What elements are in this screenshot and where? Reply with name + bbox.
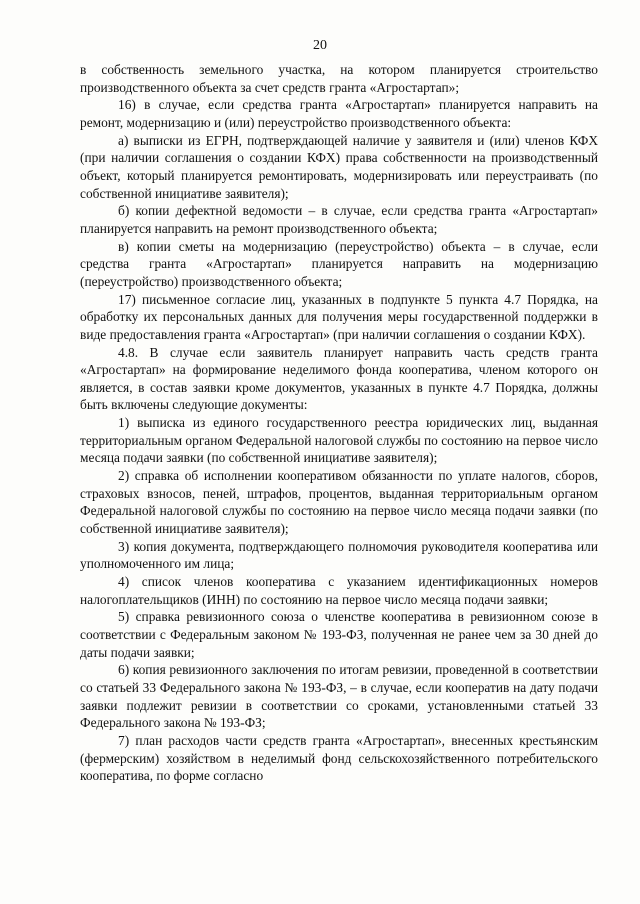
paragraph-subitem-v: в) копии сметы на модернизацию (переустройство) объекта – в случае, если средства гранта «Агростартап» планируется направить на модернизацию (переустройство) производственного объекта; [80,238,598,289]
paragraph-doc-4: 4) список членов кооператива с указанием идентификационных номеров налогоплательщиков (ИНН) по состоянию на первое число месяца подачи заявки; [80,574,598,607]
paragraph-doc-1: 1) выписка из единого государственного реестра юридических лиц, выданная территориальным органом Федеральной налоговой службы по состоянию на первое число месяца подачи заявки (по собственной инициативе заявителя); [80,415,598,466]
paragraph-item-17: 17) письменное согласие лиц, указанных в подпункте 5 пункта 4.7 Порядка, на обработку их персональных данных для получения меры государственной поддержки в виде предоставления гранта «Агростартап» (при наличии соглашения о создании КФХ). [80,291,598,342]
document-body [80,61,598,785]
paragraph-continuation: в собственность земельного участка, на котором планируется строительство производственного объекта за счет средств гранта «Агростартап»; [80,62,598,95]
paragraph-subitem-a: а) выписки из ЕГРН, подтверждающей наличие у заявителя и (или) членов КФХ (при наличии соглашения о создании КФХ) права собственности на производственный объект, который планируется ремонтировать, модернизировать или переустраивать (по собственной инициативе заявителя); [80,132,598,201]
paragraph-doc-6: 6) копия ревизионного заключения по итогам ревизии, проведенной в соответствии со статьей 33 Федерального закона № 193-ФЗ, – в случае, если кооператив на дату подачи заявки подлежит ревизии в соответствии со сроками, установленными статьей 33 Федерального закона № 193-ФЗ; [80,662,598,731]
paragraph-section-4-8: 4.8. В случае если заявитель планирует направить часть средств гранта «Агростартап» на формирование неделимого фонда кооператива, членом которого он является, в состав заявки кроме документов, указанных в пункте 4.7 Порядка, должны быть включены следующие документы: [80,344,598,413]
paragraph-doc-7: 7) план расходов части средств гранта «Агростартап», внесенных крестьянским (фермерским) хозяйством в неделимый фонд сельскохозяйственного потребительского кооператива, по форме согласно [80,732,598,784]
paragraph-doc-3: 3) копия документа, подтверждающего полномочия руководителя кооператива или уполномоченного им лица; [80,538,598,572]
paragraph-doc-2: 2) справка об исполнении кооперативом обязанности по уплате налогов, сборов, страховых взносов, пеней, штрафов, процентов, выданная территориальным органом Федеральной налоговой службы по состоянию на первое число месяца подачи заявки (по собственной инициативе заявителя); [80,468,598,537]
paragraph-doc-5: 5) справка ревизионного союза о членстве кооператива в ревизионном союзе в соответствии с Федеральным законом № 193-ФЗ, полученная не ранее чем за 30 дней до даты подачи заявки; [80,609,598,660]
paragraph-subitem-b: б) копии дефектной ведомости – в случае, если средства гранта «Агростартап» планируется направить на ремонт производственного объекта; [80,203,598,236]
page-number: 20 [313,38,327,53]
paragraph-item-16: 16) в случае, если средства гранта «Агростартап» планируется направить на ремонт, модернизацию и (или) переустройство производственного объекта: [80,97,598,130]
